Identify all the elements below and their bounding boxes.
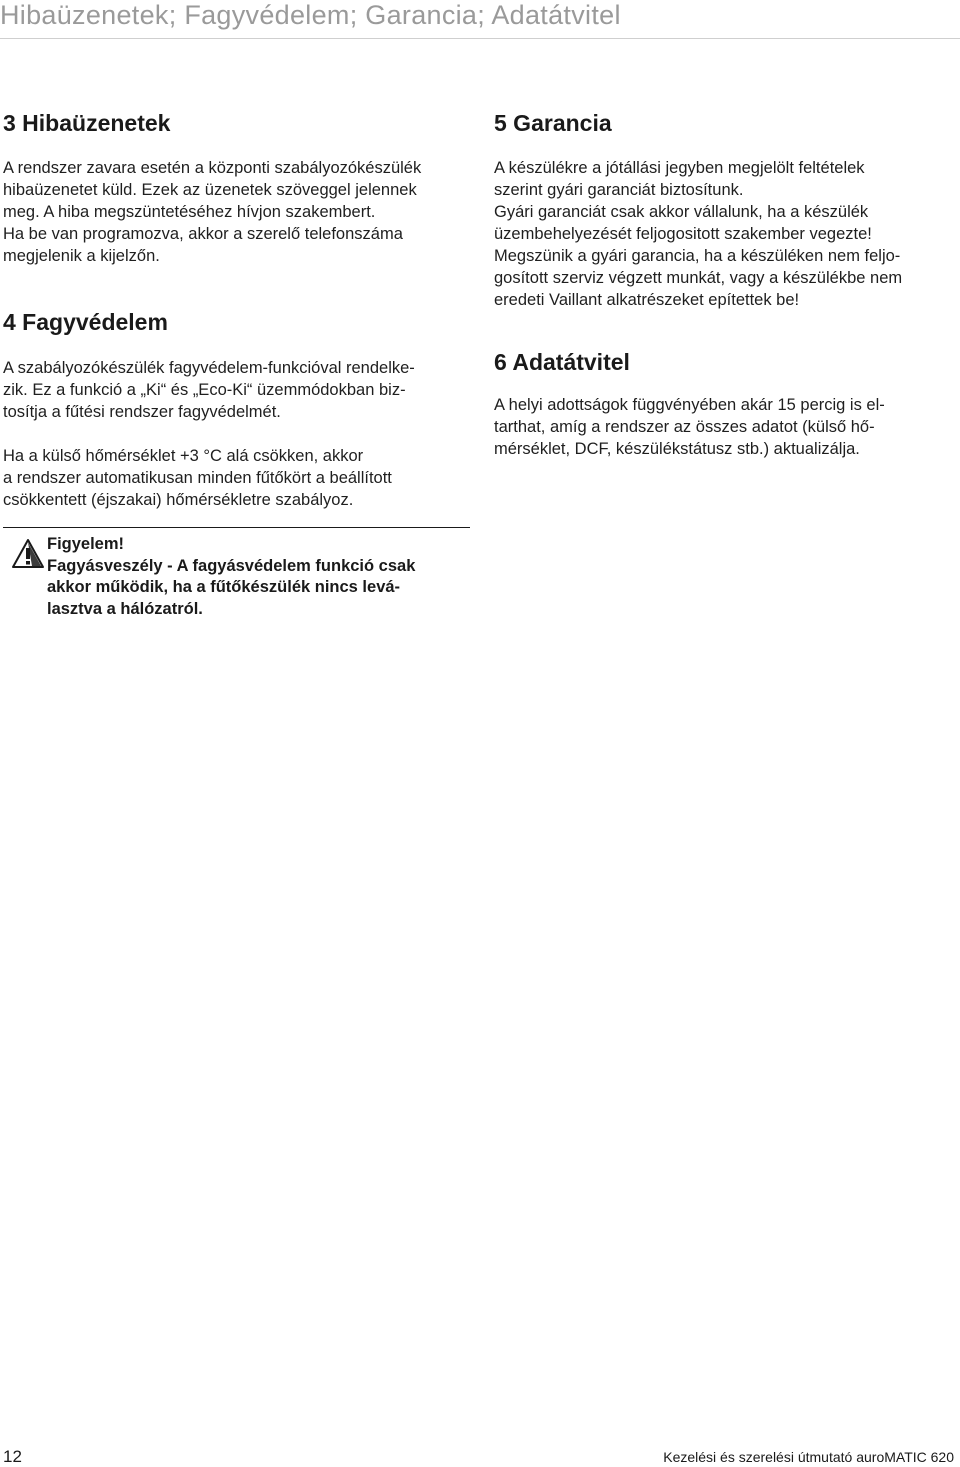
section-4-heading: 4 Fagyvédelem: [3, 309, 168, 335]
text-line: Megszünik a gyári garancia, ha a készüléken nem feljo-: [494, 247, 901, 265]
text-line: eredeti Vaillant alkatrészeket epítettek be!: [494, 291, 800, 309]
section-6-heading: 6 Adatátvitel: [494, 349, 630, 375]
text-line: megjelenik a kijelzőn.: [3, 247, 160, 265]
text-line: üzembehelyezését feljogositott szakember vegezte!: [494, 225, 872, 243]
section-5-text: [494, 157, 954, 311]
section-4-paragraph-2: [3, 445, 473, 511]
text-line: meg. A hiba megszüntetéséhez hívjon szakembert.: [3, 203, 376, 221]
warning-box: [3, 527, 470, 620]
section-3-text: [3, 157, 473, 267]
warning-triangle-icon: [11, 538, 45, 570]
warning-title: Figyelem!: [47, 535, 125, 553]
text-line: Gyári garanciát csak akkor vállalunk, ha a készülék: [494, 203, 869, 221]
text-line: tosítja a fűtési rendszer fagyvédelmét.: [3, 403, 281, 421]
text-line: zik. Ez a funkció a „Ki“ és „Eco-Ki“ üzemmódokban biz-: [3, 381, 406, 399]
text-line: tarthat, amíg a rendszer az összes adatot (külső hő-: [494, 418, 875, 436]
text-line: A helyi adottságok függvényében akár 15 percig is el-: [494, 396, 885, 414]
text-line: mérséklet, DCF, készülékstátusz stb.) aktualizálja.: [494, 440, 860, 458]
text-line: Ha be van programozva, akkor a szerelő telefonszáma: [3, 225, 403, 243]
footer-doc-title: Kezelési és szerelési útmutató auroMATIC 620: [663, 1449, 954, 1465]
page-number: 12: [3, 1447, 22, 1466]
page-title: Hibaüzenetek; Fagyvédelem; Garancia; Adatátvitel: [0, 0, 621, 30]
warning-line: akkor működik, ha a fűtőkészülék nincs levá-: [47, 578, 401, 596]
text-line: csökkentett (éjszakai) hőmérsékletre szabályoz.: [3, 491, 354, 509]
section-5-heading: 5 Garancia: [494, 110, 612, 136]
warning-text: [47, 534, 470, 620]
warning-line: lasztva a hálózatról.: [47, 599, 203, 618]
text-line: hibaüzenetet küld. Ezek az üzenetek szöveggel jelennek: [3, 181, 417, 199]
text-line: gosított szerviz végzett munkát, vagy a készülékbe nem: [494, 269, 903, 287]
right-column: [494, 108, 954, 460]
section-4-paragraph-1: [3, 357, 473, 423]
text-line: A készülékre a jótállási jegyben megjelölt feltételek: [494, 159, 865, 177]
left-column: [3, 108, 473, 511]
page-header: [0, 0, 960, 39]
text-line: Ha a külső hőmérséklet +3 °C alá csökken, akkor: [3, 447, 364, 465]
page-footer: [0, 1438, 960, 1466]
text-line: szerint gyári garanciát biztosítunk.: [494, 181, 744, 199]
text-line: a rendszer automatikusan minden fűtőkört a beállított: [3, 469, 392, 487]
text-line: A szabályozókészülék fagyvédelem-funkcióval rendelke-: [3, 359, 415, 377]
warning-line: Fagyásveszély - A fagyásvédelem funkció csak: [47, 556, 416, 575]
section-3-heading: 3 Hibaüzenetek: [3, 110, 171, 136]
section-6-text: [494, 394, 954, 460]
text-line: A rendszer zavara esetén a központi szabályozókészülék: [3, 159, 422, 177]
